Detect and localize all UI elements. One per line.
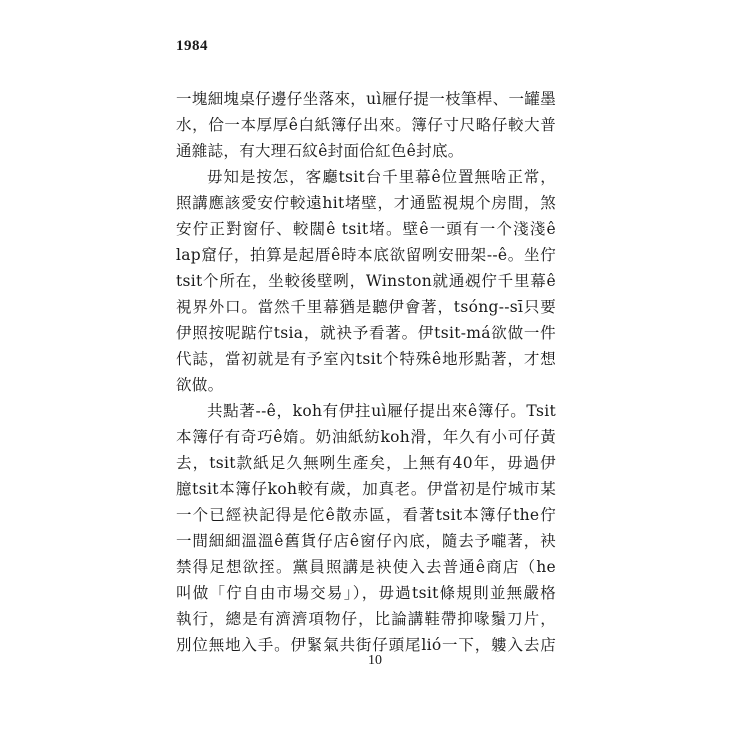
text-line: 毋知是按怎，客廳tsit台千里幕ê位置無啥正常， <box>207 168 556 186</box>
text-line: 一間細細溫溫ê舊貨仔店ê窗仔內底，隨去予嚨著，袂 <box>176 532 556 550</box>
text-line: 一塊細塊桌仔邊仔坐落來，uì屜仔提一枝筆桿、一罐墨 <box>176 90 556 108</box>
text-line: 視界外口。當然千里幕猶是聽伊會著，tsóng--sī只要 <box>176 298 556 316</box>
text-line: tsit个所在，坐較後壁咧，Winston就通覕佇千里幕ê <box>176 272 556 290</box>
text-line: 欲做。 <box>176 376 224 394</box>
text-line: 伊照按呢踮佇tsia，就袂予看著。伊tsit-má欲做一件 <box>176 324 556 342</box>
text-line: 別位無地入手。伊緊氣共街仔頭尾lió一下，軁入去店 <box>176 636 556 654</box>
text-line: 共點著--ê，koh有伊拄uì屜仔提出來ê簿仔。Tsit <box>207 402 556 420</box>
text-line: 代誌，當初就是有予室內tsit个特殊ê地形點著，才想 <box>176 350 556 368</box>
paragraph-1 <box>176 86 556 164</box>
text-line: 臆tsit本簿仔koh較有歲，加真老。伊當初是佇城市某 <box>176 480 556 498</box>
paragraph-2 <box>176 164 556 398</box>
text-line: 本簿仔有奇巧ê媠。奶油紙紡koh滑，年久有小可仔黃 <box>176 428 556 446</box>
body-text <box>176 86 556 658</box>
text-line: 去，tsit款紙足久無咧生產矣，上無有40年，毋過伊 <box>176 454 556 472</box>
page-number: 10 <box>368 653 382 668</box>
text-line: 禁得足想欲挃。黨員照講是袂使入去普通ê商店（he <box>176 558 556 576</box>
text-line: 照講應該愛安佇較遠hit堵壁，才通監視規个房間，煞 <box>176 194 556 212</box>
text-line: lap窟仔，拍算是起厝ê時本底欲留咧安冊架--ê。坐佇 <box>176 246 556 264</box>
text-line: 叫做「佇自由市場交易」），毋過tsit條規則並無嚴格 <box>176 584 556 602</box>
text-line: 水，佮一本厚厚ê白紙簿仔出來。簿仔寸尺略仔較大普 <box>176 116 556 134</box>
text-line: 通雜誌，有大理石紋ê封面佮紅色ê封底。 <box>176 142 464 160</box>
text-line: 安佇正對窗仔、較闊ê tsit堵。壁ê一頭有一个淺淺ê <box>176 220 556 238</box>
paragraph-3 <box>176 398 556 658</box>
running-title: 1984 <box>176 38 208 54</box>
text-line: 一个已經袂記得是佗ê散赤區，看著tsit本簿仔the佇 <box>176 506 556 524</box>
text-line: 執行，總是有濟濟項物仔，比論講鞋帶抑喙鬚刀片， <box>176 610 556 628</box>
